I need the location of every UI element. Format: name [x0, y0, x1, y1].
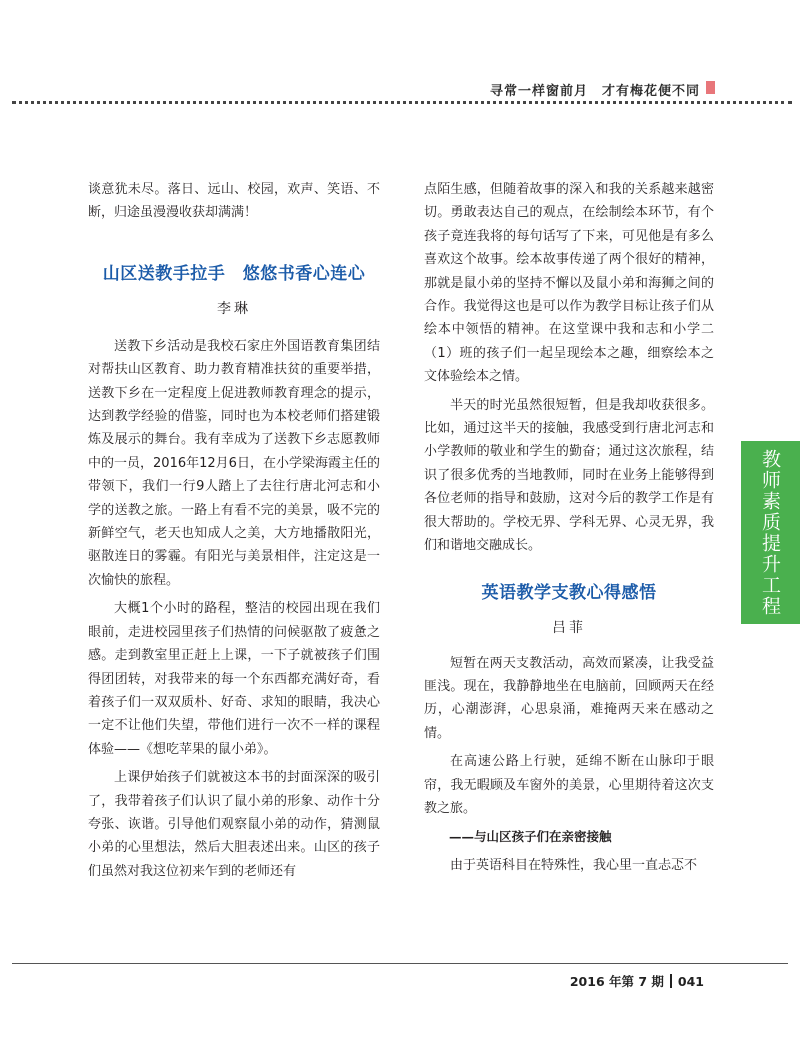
page-number: 041	[677, 974, 704, 989]
issue-label: 2016 年第 7 期	[569, 974, 664, 989]
article-author: 吕菲	[552, 619, 586, 636]
article-paragraph: 大概1个小时的路程，整洁的校园出现在我们眼前，走进校园里孩子们热情的问候驱散了疲惫之感。走到教室里正赶上上课，一下子就被孩子们围得团团转，对我带来的每一个东西都充满好奇，看着孩子们一双双质朴、好奇、求知的眼睛，我决心一定不让他们失望，带他们进行一次不一样的课程体验——《想吃苹果的鼠小弟》。	[88, 601, 380, 757]
section-side-tab	[741, 441, 800, 624]
article-paragraph: 送教下乡活动是我校石家庄外国语教育集团结对帮扶山区教育、助力教育精准扶贫的重要举措，送教下乡在一定程度上促进教师教育理念的提示，达到教学经验的借鉴，同时也为本校老师们搭建锻炼及展示的舞台。我有幸成为了送教下乡志愿教师中的一员，2016年12月6日，在小学梁海霞主任的带领下，我们一行9人踏上了去往行唐北河志和小学的送教之旅。一路上有看不完的美景，吸不完的新鲜空气，老天也知成人之美，大方地播散阳光，驱散连日的雾霾。有阳光与美景相伴，注定这是一次愉快的旅程。	[88, 338, 380, 588]
dotted-divider	[12, 101, 792, 104]
article-subheading: ——与山区孩子们在亲密接触	[449, 829, 612, 845]
section-tab-label: 教师素质提升工程	[759, 448, 781, 617]
article-paragraph: 短暂在两天支教活动，高效而紧凑，让我受益匪浅。现在，我静静地坐在电脑前，回顾两天在经历，心潮澎湃，心思泉涌，难掩两天来在感动之情。	[424, 655, 714, 741]
previous-article-ending: 谈意犹未尽。落日、远山、校园，欢声、笑语、不断，归途虽漫漫收获却满满！	[88, 182, 380, 221]
right-column	[424, 178, 714, 877]
article-paragraph: 上课伊始孩子们就被这本书的封面深深的吸引了，我带着孩子们认识了鼠小弟的形象、动作十分夸张、诙谐。引导他们观察鼠小弟的动作，猜测鼠小弟的心里想法，然后大胆表述出来。山区的孩子们虽然对我这位初来乍到的老师还有	[88, 770, 380, 879]
header-marker-square	[706, 81, 715, 94]
article-author: 李琳	[217, 300, 251, 317]
running-header-motto: 寻常一样窗前月 才有梅花便不同	[489, 84, 700, 99]
footer-rule	[12, 963, 788, 964]
article-paragraph: 点陌生感，但随着故事的深入和我的关系越来越密切。勇敢表达自己的观点，在绘制绘本环节，有个孩子竟连我将的每句话写了下来，可见他是有多么喜欢这个故事。绘本故事传递了两个很好的精神，那就是鼠小弟的坚持不懈以及鼠小弟和海狮之间的合作。我觉得这也是可以作为教学目标让孩子们从绘本中领悟的精神。在这堂课中我和志和小学二（1）班的孩子们一起呈现绘本之趣，细察绘本之文体验绘本之情。	[424, 182, 714, 385]
article-title: 英语教学支教心得感悟	[481, 582, 657, 603]
left-column	[88, 178, 380, 883]
article-paragraph: 由于英语科目在特殊性，我心里一直忐忑不	[450, 857, 698, 873]
article-title: 山区送教手拉手 悠悠书香心连心	[102, 263, 366, 284]
footer-separator	[670, 974, 672, 988]
article-paragraph: 在高速公路上行驶，延绵不断在山脉印于眼帘，我无暇顾及车窗外的美景，心里期待着这次支教之旅。	[424, 754, 714, 816]
page-footer	[570, 972, 704, 990]
article-paragraph: 半天的时光虽然很短暂，但是我却收获很多。比如，通过这半天的接触，我感受到行唐北河志和小学教师的敬业和学生的勤奋；通过这次旅程，结识了很多优秀的当地教师，同时在业务上能够得到各位老师的指导和鼓励，这对今后的教学工作是有很大帮助的。学校无界、学科无界、心灵无界，我们和谐地交融成长。	[424, 397, 714, 554]
